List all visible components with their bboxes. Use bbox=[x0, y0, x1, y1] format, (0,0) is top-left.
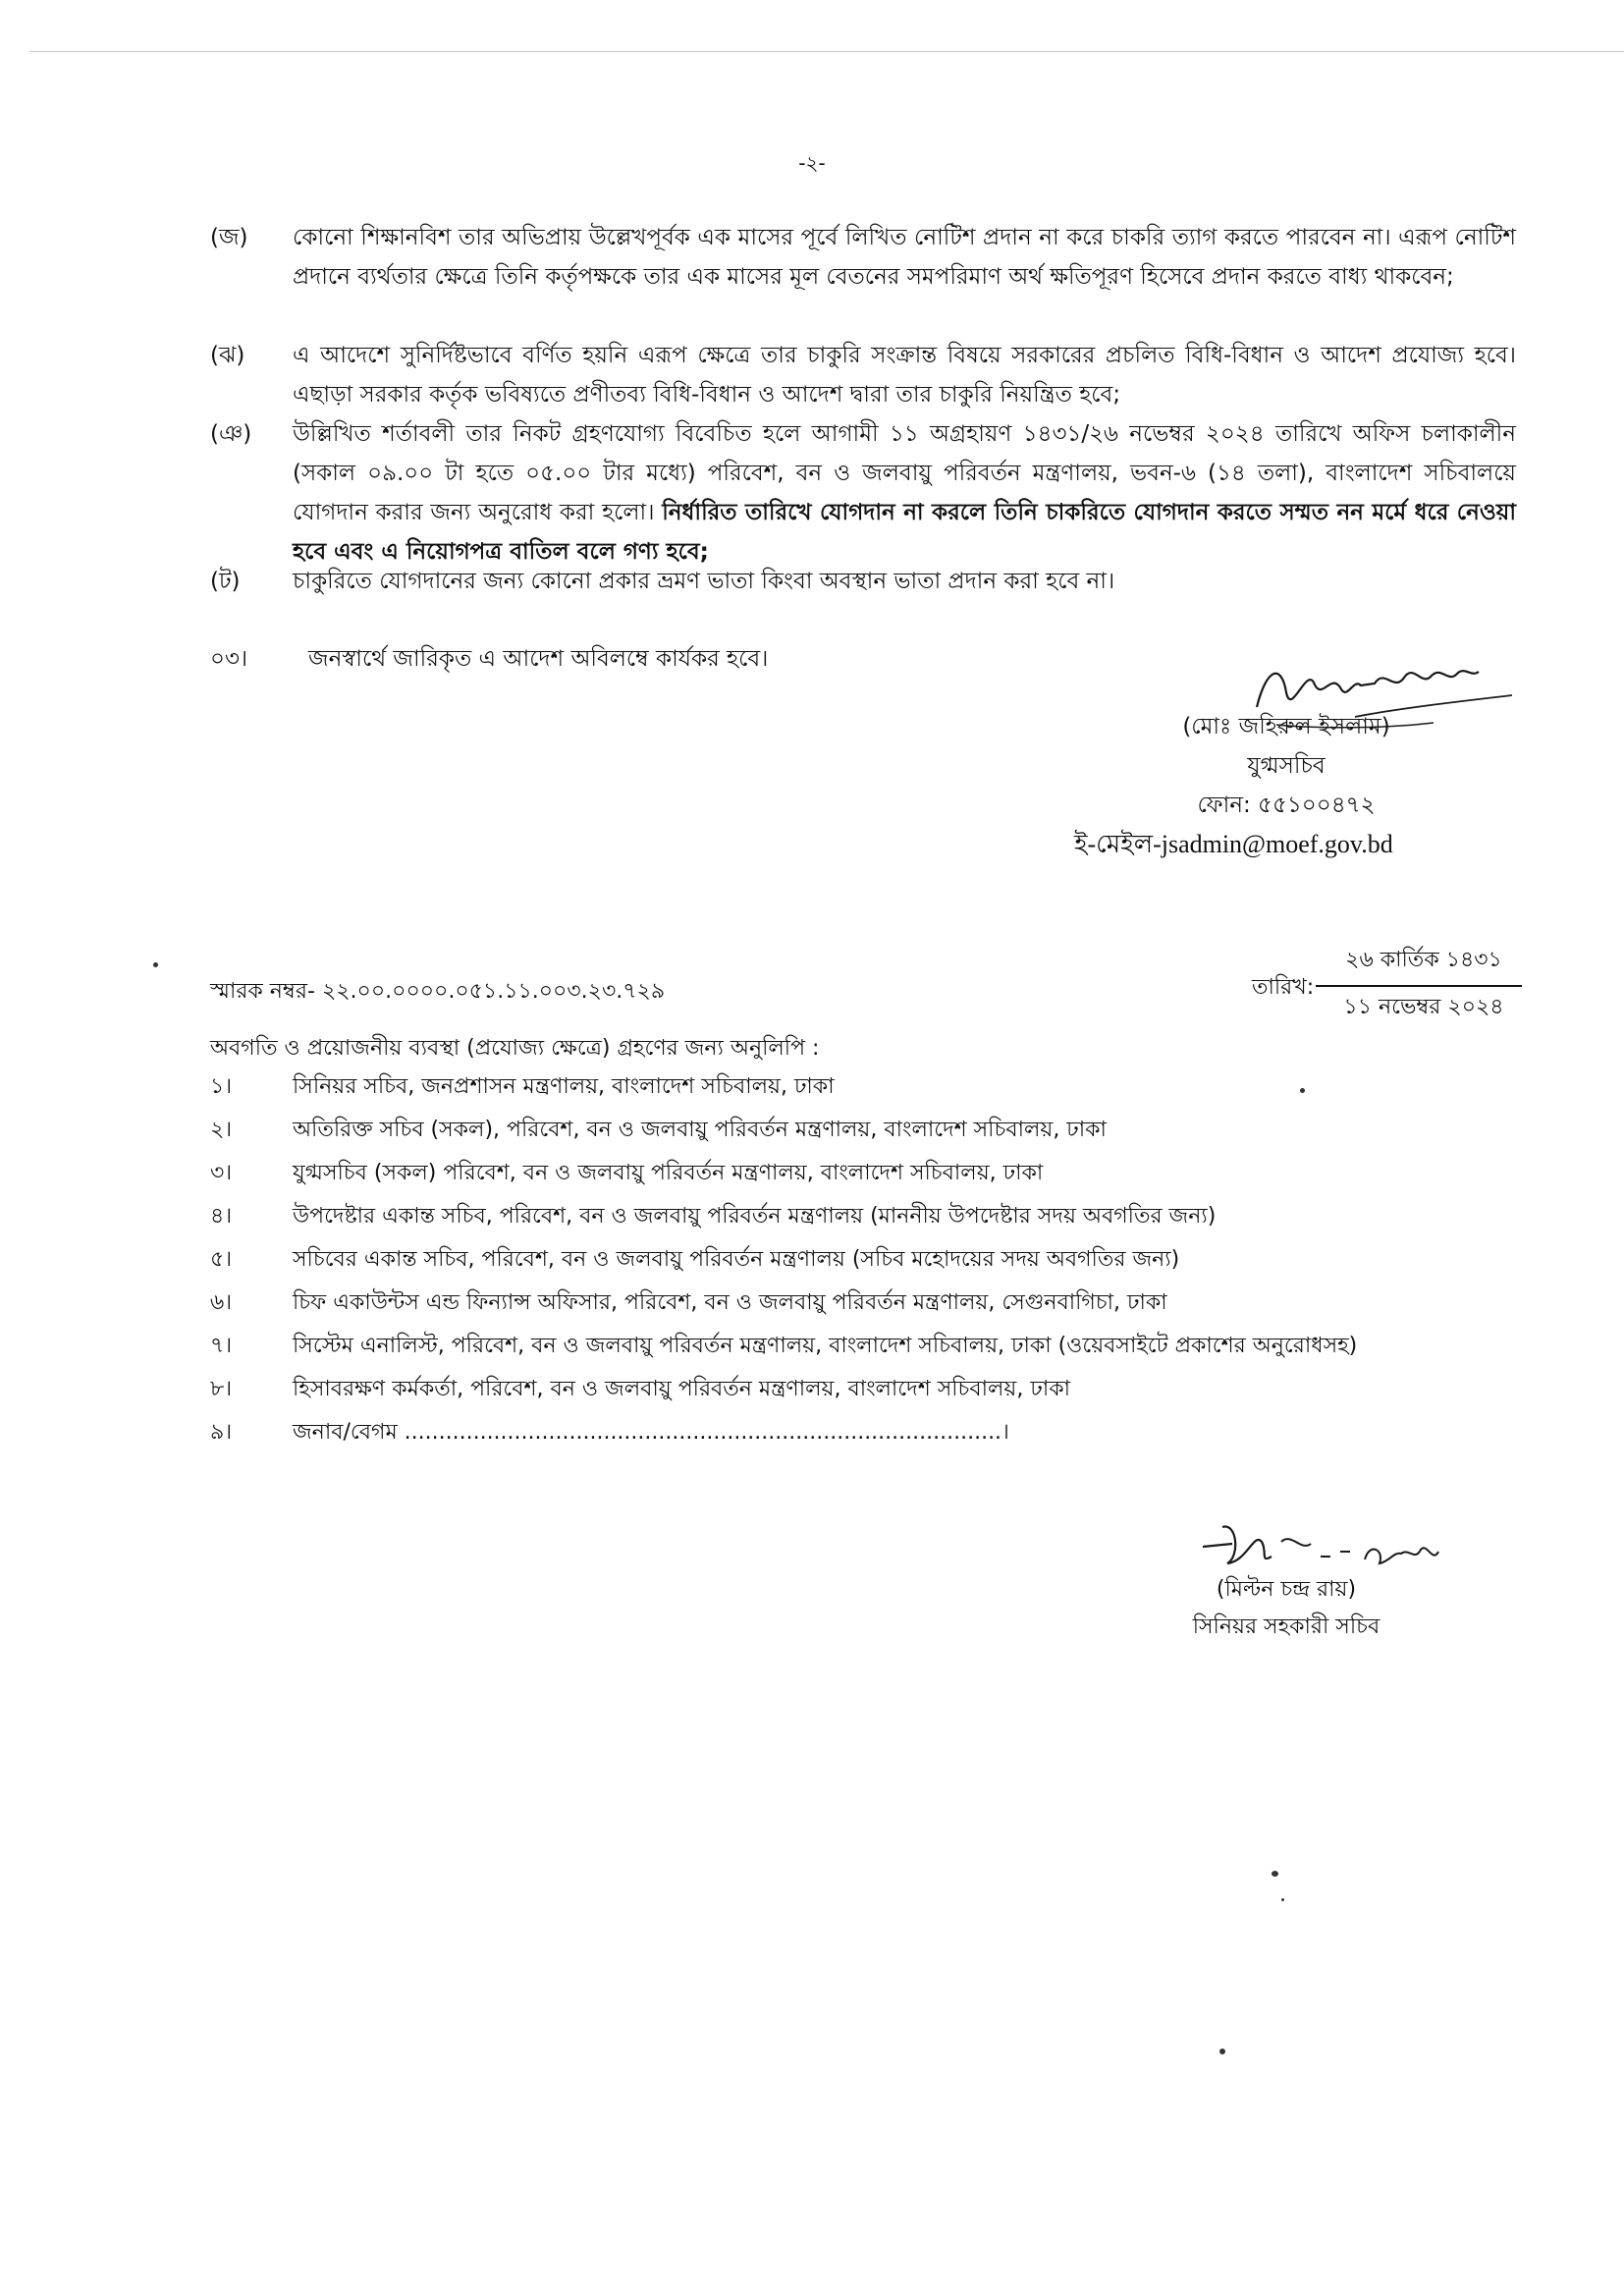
list-item-text: জনাব/বেগম .......................................................................................। bbox=[293, 1420, 1009, 1445]
scan-speck bbox=[1272, 1871, 1278, 1877]
list-item-number: ৪। bbox=[210, 1204, 233, 1229]
signatory-1-email: ই-মেইল-jsadmin@moef.gov.bd bbox=[1074, 830, 1393, 858]
signatory-2-designation: সিনিয়র সহকারী সচিব bbox=[1192, 1614, 1380, 1639]
clause-jha bbox=[210, 218, 1516, 297]
list-item-number: ৩। bbox=[210, 1161, 233, 1185]
date-divider bbox=[1316, 985, 1522, 987]
list-item-number: ৭। bbox=[210, 1334, 233, 1358]
clause-text: এ আদেশে সুনির্দিষ্টভাবে বর্ণিত হয়নি এরূপ ক্ষেত্রে তার চাকুরি সংক্রান্ত বিষয়ে সরকারের প্রচলিত বিধি-বিধান ও আদেশ প্রযোজ্য হবে। এছাড়া সরকার কর্তৃক ভবিষ্যতে প্রণীতব্য বিধি-বিধান ও আদেশ দ্বারা তার চাকুরি নিয়ন্ত্রিত হবে; bbox=[293, 343, 1516, 408]
list-item-text: সিস্টেম এনালিস্ট, পরিবেশ, বন ও জলবায়ু পরিবর্তন মন্ত্রণালয়, বাংলাদেশ সচিবালয়, ঢাকা (ওয়েবসাইটে প্রকাশের অনুরোধসহ) bbox=[293, 1334, 1358, 1358]
list-item bbox=[210, 1411, 1516, 1454]
list-item bbox=[210, 1238, 1516, 1282]
memo-number-value: ২২.০০.০০০০.০৫১.১১.০০৩.২৩.৭২৯ bbox=[321, 979, 666, 1004]
list-item-number: ৮। bbox=[210, 1377, 233, 1401]
list-item-text: হিসাবরক্ষণ কর্মকর্তা, পরিবেশ, বন ও জলবায়ু পরিবর্তন মন্ত্রণালয়, বাংলাদেশ সচিবালয়, ঢাকা bbox=[293, 1377, 1070, 1401]
list-item-text: উপদেষ্টার একান্ত সচিব, পরিবেশ, বন ও জলবায়ু পরিবর্তন মন্ত্রণালয় (মাননীয় উপদেষ্টার সদয় অবগতির জন্য) bbox=[293, 1204, 1217, 1229]
clause-text: উল্লিখিত শর্তাবলী তার নিকট গ্রহণযোগ্য বিবেচিত হলে আগামী ১১ অগ্রহায়ণ ১৪৩১/২৬ নভেম্বর ২০২৪ তারিখে অফিস চলাকালীন (সকাল ০৯.০০ টা হতে ০৫.০০ টার মধ্যে) পরিবেশ, বন ও জলবায়ু পরিবর্তন মন্ত্রণালয়, ভবন-৬ (১৪ তলা), বাংলাদেশ সচিবালয়ে যোগদান করার জন্য অনুরোধ করা হলো। bbox=[293, 421, 1516, 525]
list-item-number: ২। bbox=[210, 1118, 233, 1142]
date-label: তারিখ: bbox=[1252, 975, 1315, 1000]
memo-number bbox=[210, 974, 665, 1010]
copy-intro: অবগতি ও প্রয়োজনীয় ব্যবস্থা (প্রযোজ্য ক্ষেত্রে) গ্রহণের জন্য অনুলিপি : bbox=[210, 1036, 820, 1061]
clause-ta bbox=[210, 562, 1516, 601]
list-item-text: যুগ্মসচিব (সকল) পরিবেশ, বন ও জলবায়ু পরিবর্তন মন্ত্রণালয়, বাংলাদেশ সচিবালয়, ঢাকা bbox=[293, 1161, 1044, 1185]
list-item-text: সচিবের একান্ত সচিব, পরিবেশ, বন ও জলবায়ু পরিবর্তন মন্ত্রণালয় (সচিব মহোদয়ের সদয় অবগতির জন্য) bbox=[293, 1247, 1180, 1272]
date-english: ১১ নভেম্বর ২০২৪ bbox=[1343, 995, 1504, 1019]
clause-text: চাকুরিতে যোগদানের জন্য কোনো প্রকার ভ্রমণ ভাতা কিংবা অবস্থান ভাতা প্রদান করা হবে না। bbox=[293, 569, 1115, 594]
list-item-number: ৯। bbox=[210, 1420, 233, 1445]
signatory-2-name: (মিল্টন চন্দ্র রায়) bbox=[1216, 1577, 1357, 1602]
list-item bbox=[210, 1368, 1516, 1411]
list-item-text: চিফ একাউন্টস এন্ড ফিন্যান্স অফিসার, পরিবেশ, বন ও জলবায়ু পরিবর্তন মন্ত্রণালয়, সেগুনবাগিচা, ঢাকা bbox=[293, 1290, 1167, 1315]
clause-text: কোনো শিক্ষানবিশ তার অভিপ্রায় উল্লেখপূর্বক এক মাসের পূর্বে লিখিত নোটিশ প্রদান না করে চাকরি ত্যাগ করতে পারবেন না। এরূপ নোটিশ প্রদানে ব্যর্থতার ক্ষেত্রে তিনি কর্তৃপক্ষকে তার এক মাসের মূল বেতনের সমপরিমাণ অর্থ ক্ষতিপূরণ হিসেবে প্রদান করতে বাধ্য থাকবেন; bbox=[293, 225, 1516, 290]
list-item-text: অতিরিক্ত সচিব (সকল), পরিবেশ, বন ও জলবায়ু পরিবর্তন মন্ত্রণালয়, বাংলাদেশ সচিবালয়, ঢাকা bbox=[293, 1118, 1107, 1142]
clause-jhaa bbox=[210, 336, 1516, 414]
list-item-text: সিনিয়র সচিব, জনপ্রশাসন মন্ত্রণালয়, বাংলাদেশ সচিবালয়, ঢাকা bbox=[293, 1074, 835, 1099]
signatory-1-phone: ফোন: ৫৫১০০৪৭২ bbox=[1197, 793, 1376, 818]
list-item bbox=[210, 1152, 1516, 1195]
clause-text-block bbox=[293, 414, 1516, 572]
list-item-number: ৫। bbox=[210, 1247, 233, 1272]
scan-speck bbox=[1300, 1088, 1305, 1093]
list-item bbox=[210, 1066, 1516, 1109]
list-item bbox=[210, 1325, 1516, 1368]
list-item-number: ১। bbox=[210, 1074, 233, 1099]
top-border-line bbox=[29, 51, 1624, 52]
clause-nya bbox=[210, 414, 1516, 572]
list-item bbox=[210, 1282, 1516, 1325]
scan-speck bbox=[1219, 2049, 1225, 2054]
clause-marker: (ঝ) bbox=[210, 343, 245, 368]
paragraph-text: জনস্বার্থে জারিকৃত এ আদেশ অবিলম্বে কার্যকর হবে। bbox=[308, 646, 769, 672]
signatory-1-name: (মোঃ জহিরুল ইসলাম) bbox=[1182, 714, 1390, 739]
signatory-1-designation: যুগ্মসচিব bbox=[1247, 753, 1326, 779]
list-item bbox=[210, 1195, 1516, 1238]
clause-marker: (ঞ) bbox=[210, 421, 252, 447]
paragraph-3 bbox=[210, 639, 768, 679]
memo-label: স্মারক নম্বর- bbox=[210, 979, 315, 1004]
clause-marker: (ট) bbox=[210, 569, 241, 594]
signatory-1-block bbox=[1074, 707, 1492, 864]
paragraph-number: ০৩। bbox=[210, 646, 248, 672]
clause-marker: (জ) bbox=[210, 225, 248, 250]
signatory-2-block bbox=[1139, 1571, 1434, 1646]
page-number: -২- bbox=[798, 151, 826, 175]
scan-speck bbox=[153, 962, 158, 967]
scan-speck bbox=[1281, 1898, 1284, 1901]
clause-bold-warning: নির্ধারিত তারিখে যোগদান না করলে তিনি চাকরিতে যোগদান করতে সম্মত নন মর্মে ধরে নেওয়া হবে এবং এ নিয়োগপত্র বাতিল বলে গণ্য হবে; bbox=[293, 500, 1516, 565]
list-item-number: ৬। bbox=[210, 1290, 233, 1315]
date-bangla: ২৬ কার্তিক ১৪৩১ bbox=[1345, 948, 1502, 972]
list-item bbox=[210, 1109, 1516, 1152]
copy-list bbox=[210, 1066, 1516, 1454]
